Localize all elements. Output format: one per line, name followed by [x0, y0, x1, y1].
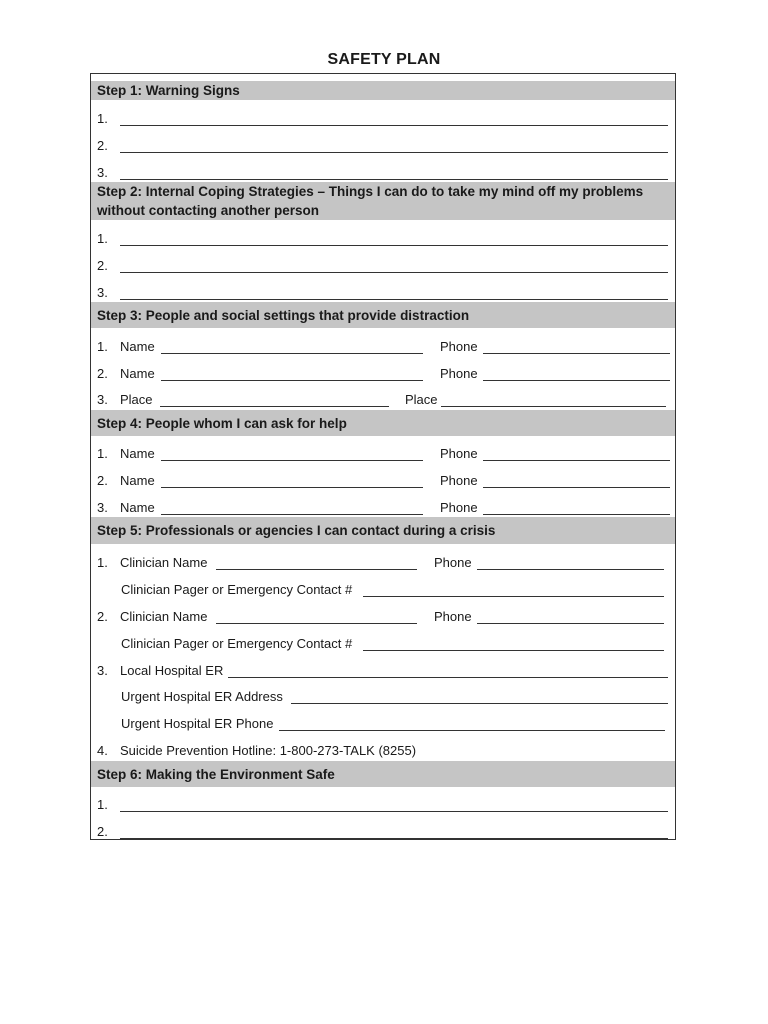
step-3-phone-2-field[interactable]	[483, 380, 670, 381]
phone-label: Phone	[440, 366, 478, 381]
place-label: Place	[405, 392, 438, 407]
step-2-line-1[interactable]	[120, 245, 668, 246]
step-6-line-2[interactable]	[120, 838, 668, 839]
step-4-name-2-field[interactable]	[161, 487, 423, 488]
item-number: 2.	[97, 824, 108, 839]
step-5-header: Step 5: Professionals or agencies I can contact during a crisis	[91, 517, 675, 544]
item-number: 4.	[97, 743, 108, 758]
item-number: 3.	[97, 392, 108, 407]
phone-label: Phone	[440, 446, 478, 461]
item-number: 1.	[97, 231, 108, 246]
item-number: 3.	[97, 663, 108, 678]
step-6-line-1[interactable]	[120, 811, 668, 812]
hospital-phone-field[interactable]	[279, 730, 665, 731]
hospital-address-field[interactable]	[291, 703, 668, 704]
step-4-name-1-field[interactable]	[161, 460, 423, 461]
step-4-header: Step 4: People whom I can ask for help	[91, 410, 675, 436]
step-2-line-2[interactable]	[120, 272, 668, 273]
step-1-line-1[interactable]	[120, 125, 668, 126]
item-number: 2.	[97, 473, 108, 488]
item-number: 1.	[97, 111, 108, 126]
step-3-place-2-field[interactable]	[441, 406, 666, 407]
phone-label: Phone	[440, 500, 478, 515]
item-number: 1.	[97, 797, 108, 812]
item-number: 1.	[97, 446, 108, 461]
step-4-name-3-field[interactable]	[161, 514, 423, 515]
step-1-line-3[interactable]	[120, 179, 668, 180]
name-label: Name	[120, 339, 155, 354]
step-4-phone-2-field[interactable]	[483, 487, 670, 488]
clinician-name-label: Clinician Name	[120, 609, 208, 624]
item-number: 2.	[97, 138, 108, 153]
clinician-name-label: Clinician Name	[120, 555, 208, 570]
item-number: 2.	[97, 258, 108, 273]
item-number: 3.	[97, 285, 108, 300]
local-hospital-label: Local Hospital ER	[120, 663, 224, 678]
step-2-header: Step 2: Internal Coping Strategies – Things I can do to take my mind off my problems without contacting another person	[91, 182, 675, 220]
step-3-name-1-field[interactable]	[161, 353, 423, 354]
safety-plan-form	[90, 73, 676, 840]
name-label: Name	[120, 473, 155, 488]
item-number: 2.	[97, 609, 108, 624]
step-3-phone-1-field[interactable]	[483, 353, 670, 354]
step-4-phone-3-field[interactable]	[483, 514, 670, 515]
step-2-line-3[interactable]	[120, 299, 668, 300]
item-number: 3.	[97, 500, 108, 515]
place-label: Place	[120, 392, 153, 407]
item-number: 2.	[97, 366, 108, 381]
hospital-address-label: Urgent Hospital ER Address	[121, 689, 283, 704]
phone-label: Phone	[434, 555, 472, 570]
name-label: Name	[120, 446, 155, 461]
step-3-header: Step 3: People and social settings that provide distraction	[91, 302, 675, 328]
phone-label: Phone	[440, 473, 478, 488]
pager-label: Clinician Pager or Emergency Contact #	[121, 636, 353, 651]
step-4-phone-1-field[interactable]	[483, 460, 670, 461]
name-label: Name	[120, 366, 155, 381]
step-3-name-2-field[interactable]	[161, 380, 423, 381]
clinician-1-pager-field[interactable]	[363, 596, 664, 597]
clinician-2-phone-field[interactable]	[477, 623, 664, 624]
local-hospital-er-field[interactable]	[228, 677, 668, 678]
clinician-1-phone-field[interactable]	[477, 569, 664, 570]
hospital-phone-label: Urgent Hospital ER Phone	[121, 716, 274, 731]
clinician-1-name-field[interactable]	[216, 569, 417, 570]
step-3-place-1-field[interactable]	[160, 406, 389, 407]
pager-label: Clinician Pager or Emergency Contact #	[121, 582, 353, 597]
item-number: 1.	[97, 339, 108, 354]
item-number: 3.	[97, 165, 108, 180]
step-6-header: Step 6: Making the Environment Safe	[91, 761, 675, 787]
step-1-line-2[interactable]	[120, 152, 668, 153]
phone-label: Phone	[434, 609, 472, 624]
item-number: 1.	[97, 555, 108, 570]
hotline-text: Suicide Prevention Hotline: 1-800-273-TALK (8255)	[120, 743, 417, 758]
step-1-header: Step 1: Warning Signs	[91, 81, 675, 100]
clinician-2-name-field[interactable]	[216, 623, 417, 624]
phone-label: Phone	[440, 339, 478, 354]
clinician-2-pager-field[interactable]	[363, 650, 664, 651]
name-label: Name	[120, 500, 155, 515]
page-title: SAFETY PLAN	[327, 51, 441, 68]
